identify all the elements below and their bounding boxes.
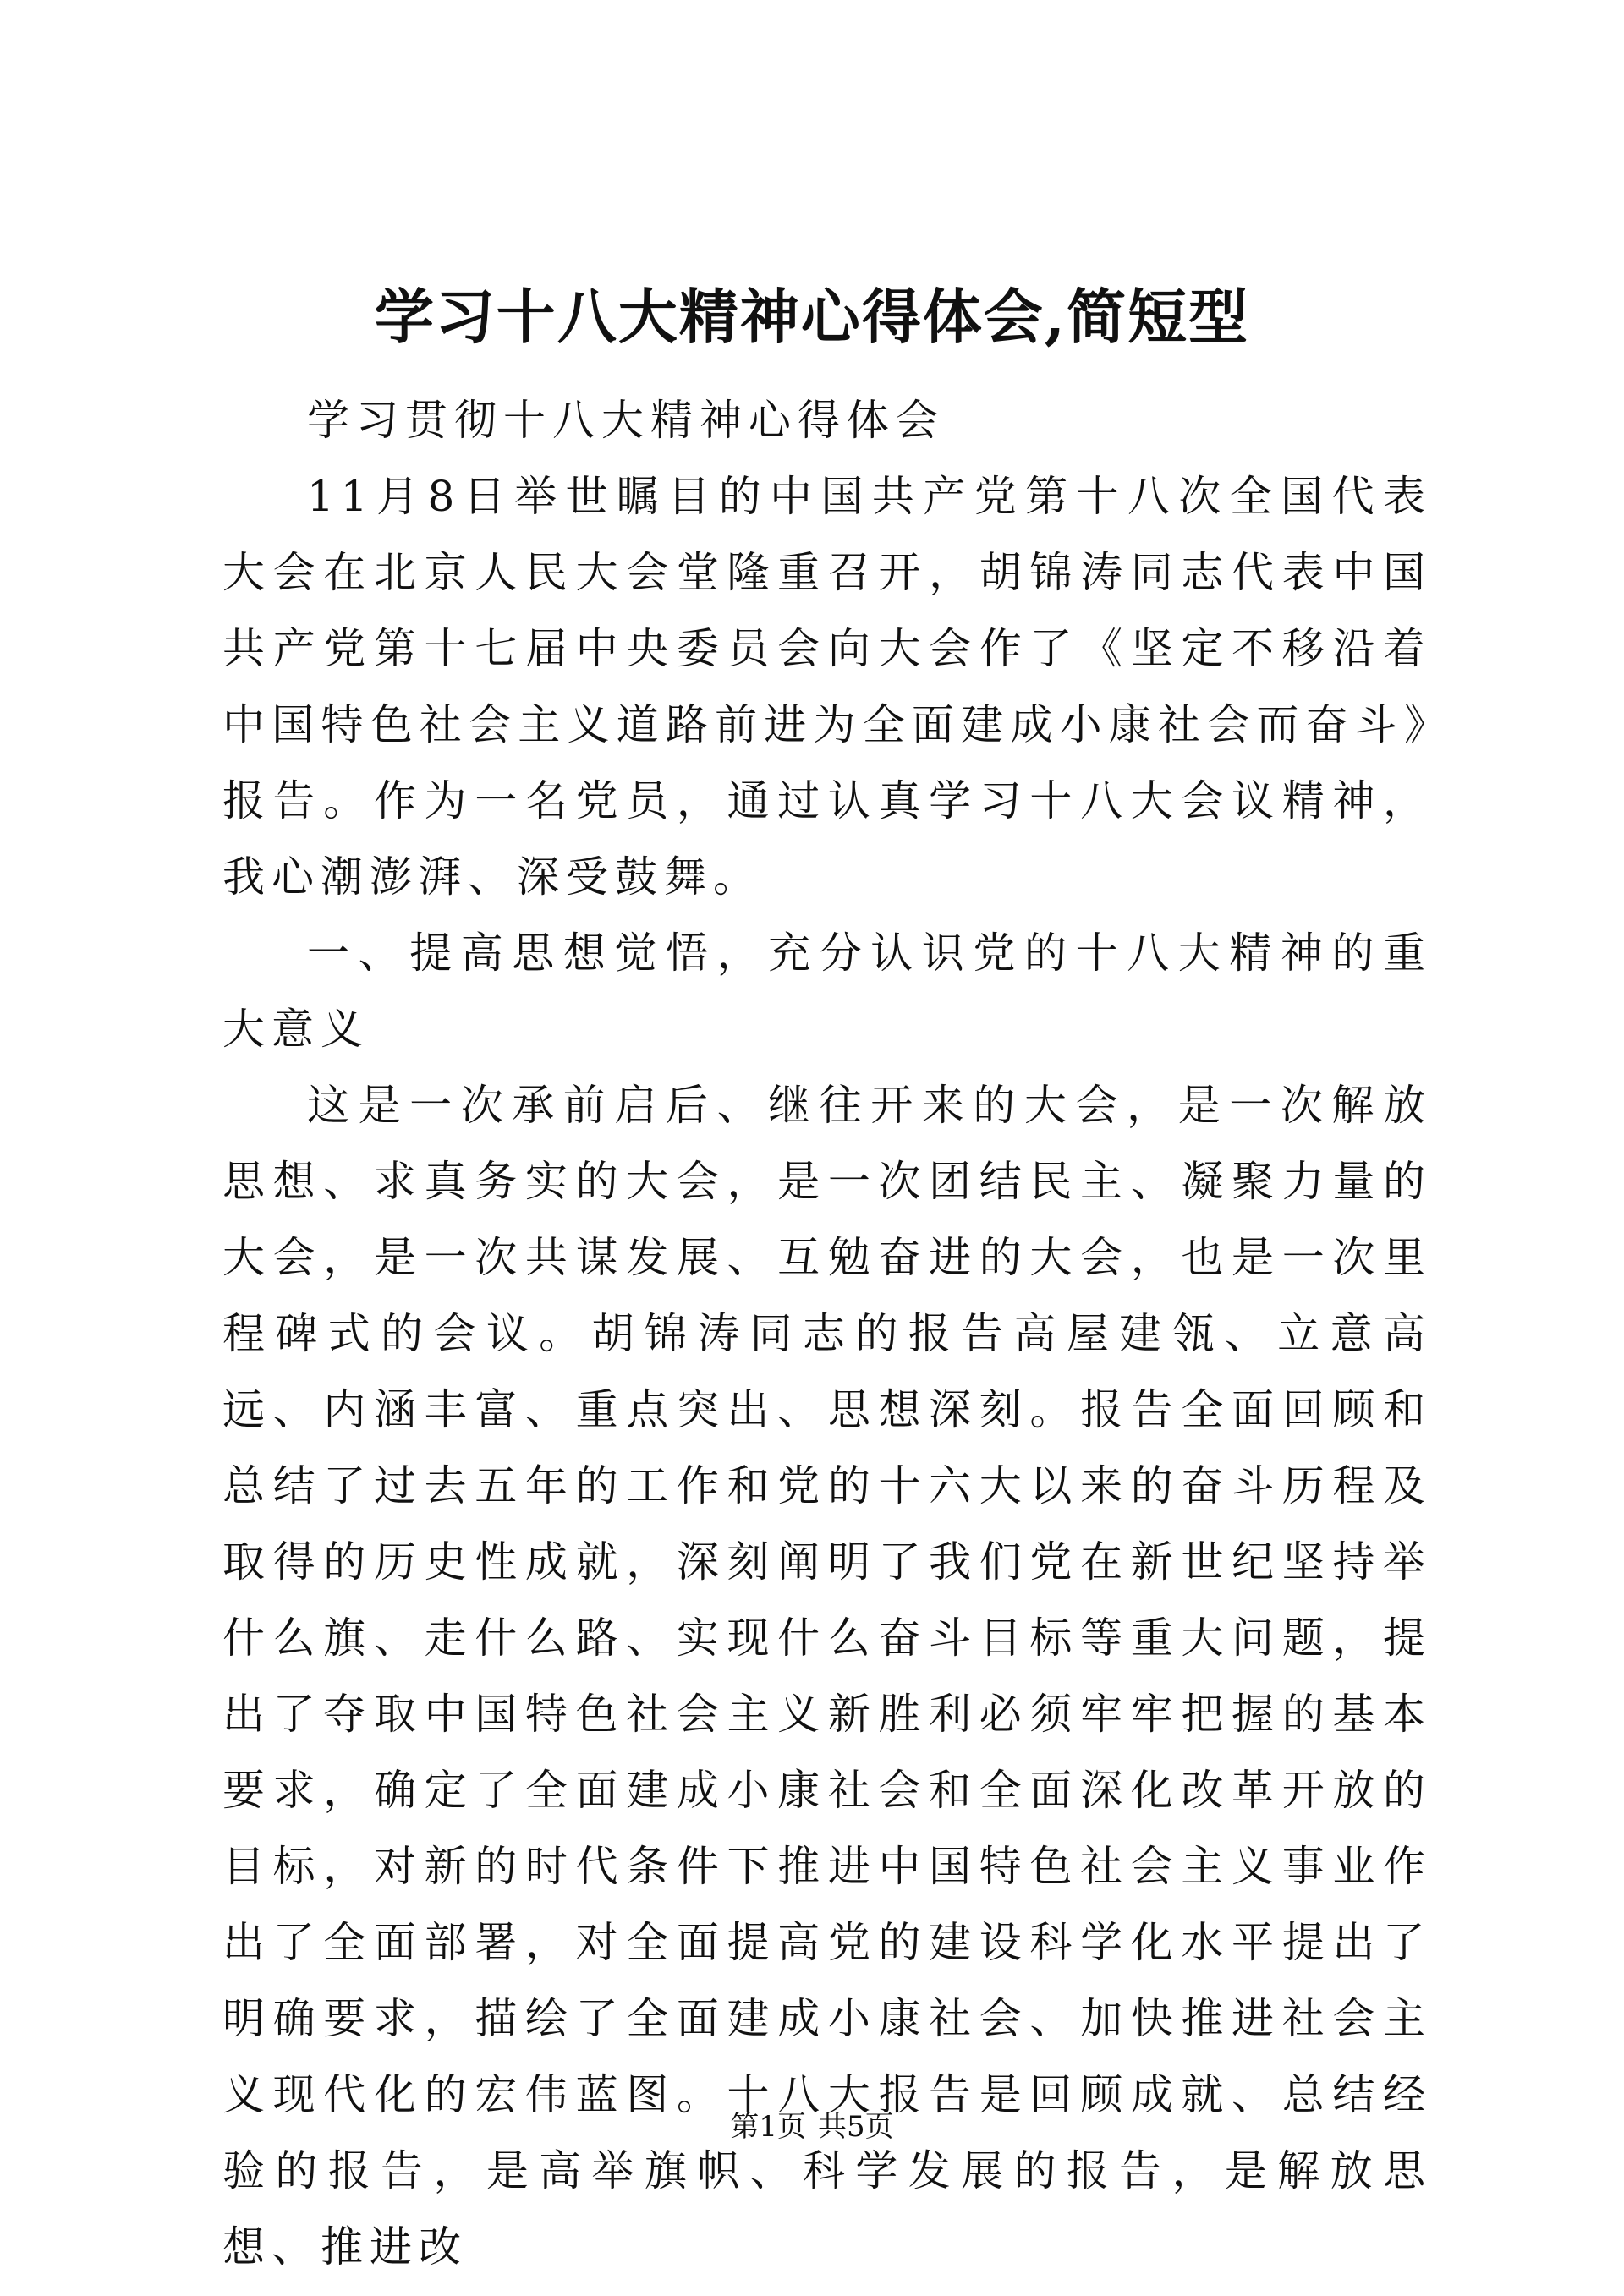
document-subtitle: 学习贯彻十八大精神心得体会: [307, 396, 945, 445]
document-title: 学习十八大精神心得体会,简短型: [374, 282, 1250, 352]
page-total: 共5页: [818, 2110, 894, 2144]
section-heading: 一、提高思想觉悟，充分认识党的十八大精神的重大意义: [222, 929, 1432, 1054]
page-footer: [0, 2106, 1624, 2148]
page-number: 第1页: [730, 2110, 806, 2144]
paragraph-body: 这是一次承前启后、继往开来的大会，是一次解放思想、求真务实的大会，是一次团结民主、凝聚力量的大会，是一次共谋发展、互勉奋进的大会，也是一次里程碑式的会议。胡锦涛同志的报告高屋建瓴、立意高远、内涵丰富、重点突出、思想深刻。报告全面回顾和总结了过去五年的工作和党的十六大以来的奋斗历程及取得的历史性成就，深刻阐明了我们党在新世纪坚持举什么旗、走什么路、实现什么奋斗目标等重大问题，提出了夺取中国特色社会主义新胜利必须牢牢把握的基本要求，确定了全面建成小康社会和全面深化改革开放的目标，对新的时代条件下推进中国特色社会主义事业作出了全面部署，对全面提高党的建设科学化水平提出了明确要求，描绘了全面建成小康社会、加快推进社会主义现代化的宏伟蓝图。十八大报告是回顾成就、总结经验的报告，是高举旗帜、科学发展的报告，是解放思想、推进改: [222, 1081, 1432, 2271]
document-body: [222, 382, 1432, 2285]
paragraph-intro: 11月8日举世瞩目的中国共产党第十八次全国代表大会在北京人民大会堂隆重召开，胡锦涛同志代表中国共产党第十七届中央委员会向大会作了《坚定不移沿着中国特色社会主义道路前进为全面建成小康社会而奋斗》报告。作为一名党员，通过认真学习十八大会议精神，我心潮澎湃、深受鼓舞。: [222, 472, 1432, 901]
